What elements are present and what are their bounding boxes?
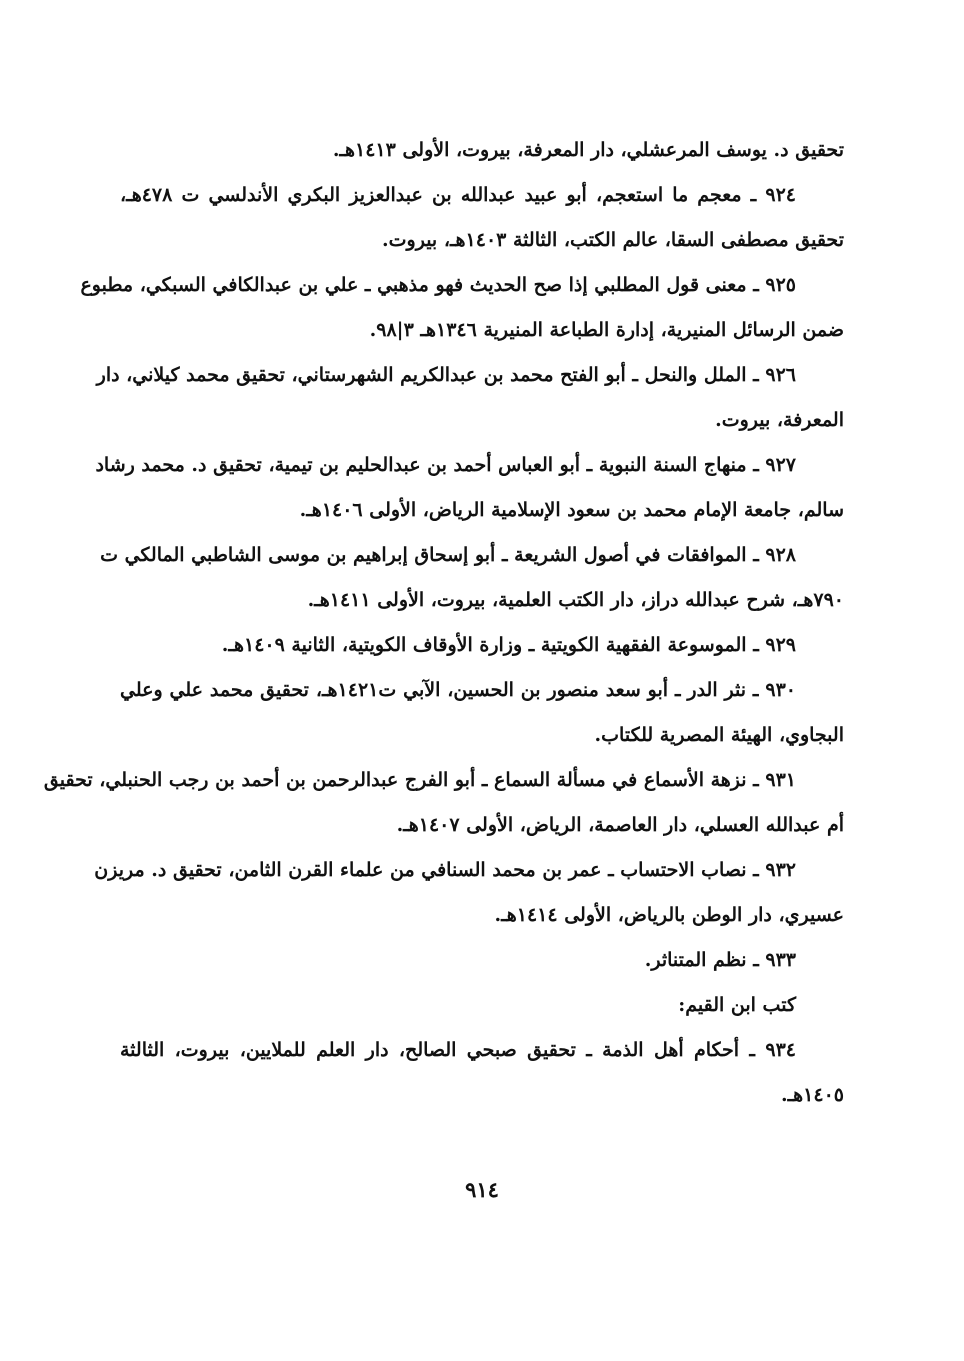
entry-line: سالم، جامعة الإمام محمد بن سعود الإسلامية الرياض، الأولى ١٤٠٦هـ.: [299, 499, 844, 521]
bibliography-entry-929: [120, 623, 844, 668]
entry-line: ٩٢٧ ـ منهاج السنة النبوية ـ أبو العباس أحمد بن عبدالحليم بن تيمية، تحقيق د. محمد رشاد: [95, 454, 796, 476]
entry-line: ٩٣٤ ـ أحكام أهل الذمة ـ تحقيق صبحي الصالح، دار العلم للملايين، بيروت، الثالثة: [120, 1039, 796, 1061]
entry-line: تحقيق د. يوسف المرعشلي، دار المعرفة، بيروت، الأولى ١٤١٣هـ.: [332, 139, 844, 161]
entry-line: أم عبدالله العسلي، دار العاصمة، الرياض، الأولى ١٤٠٧هـ.: [396, 814, 844, 836]
entry-line: ٩٢٨ ـ الموافقات في أصول الشريعة ـ أبو إسحاق إبراهيم بن موسى الشاطبي المالكي ت: [100, 544, 796, 566]
entry-line: ٩٣٠ ـ نثر الدر ـ أبو سعد منصور بن الحسين، الآبي ت١٤٢١هـ، تحقيق محمد علي وعلي: [120, 679, 796, 701]
entry-line: ٩٣٢ ـ نصاب الاحتساب ـ عمر بن محمد السنافي من علماء القرن الثامن، تحقيق د. مريزن: [94, 859, 796, 881]
bibliography-entry-930: [120, 668, 844, 758]
entry-line: ٩٢٦ ـ الملل والنحل ـ أبو الفتح محمد بن عبدالكريم الشهرستاني، تحقيق محمد كيلاني، دار: [96, 364, 796, 386]
bibliography-entry-924: [120, 173, 844, 263]
section-heading: كتب ابن القيم:: [678, 994, 796, 1016]
entry-line: ٩٢٩ ـ الموسوعة الفقهية الكويتية ـ وزارة الأوقاف الكويتية، الثانية ١٤٠٩هـ.: [221, 634, 796, 656]
bibliography-entry-continuation: [120, 128, 844, 173]
entry-line: ١٤٠٥هـ.: [780, 1084, 844, 1106]
entry-line: تحقيق مصطفى السقا، عالم الكتب، الثالثة ١٤٠٣هـ، بيروت.: [382, 229, 844, 251]
bibliography-entry-928: [100, 533, 844, 623]
bibliography-entry-927: [95, 443, 844, 533]
entry-line: ٩٣٣ ـ نظم المتناثر.: [644, 949, 796, 971]
entry-line: ٩٣١ ـ نزهة الأسماع في مسألة السماع ـ أبو الفرج عبدالرحمن بن أحمد بن رجب الحنبلي، تحقيق: [43, 769, 796, 791]
bibliography-entry-925: [80, 263, 844, 353]
bibliography-page: [43, 128, 844, 1118]
entry-line: البجاوي، الهيئة المصرية للكتاب.: [594, 724, 844, 746]
bibliography-entry-926: [96, 353, 844, 443]
bibliography-entry-931: [43, 758, 844, 848]
bibliography-entry-932: [94, 848, 844, 938]
entry-line: ضمن الرسائل المنيرية، إدارة الطباعة المنيرية ١٣٤٦هـ ٣|٩٨.: [369, 319, 844, 341]
page-number: ٩١٤: [465, 1177, 499, 1202]
entry-line: ٩٢٤ ـ معجم ما استعجم، أبو عبيد عبدالله بن عبدالعزيز البكري الأندلسي ت ٤٧٨هـ،: [120, 184, 796, 206]
entry-line: عسيري، دار الوطن بالرياض، الأولى ١٤١٤هـ.: [494, 904, 844, 926]
entry-line: المعرفة، بيروت.: [715, 409, 844, 431]
entry-line: ٩٢٥ ـ معنى قول المطلبي إذا صح الحديث فهو مذهبي ـ علي بن عبدالكافي السبكي، مطبوع: [80, 274, 796, 296]
entry-line: ٧٩٠هـ، شرح عبدالله دراز، دار الكتب العلمية، بيروت، الأولى ١٤١١هـ.: [307, 589, 844, 611]
bibliography-entry-934: [120, 1028, 844, 1118]
bibliography-entry-933: [120, 938, 844, 983]
